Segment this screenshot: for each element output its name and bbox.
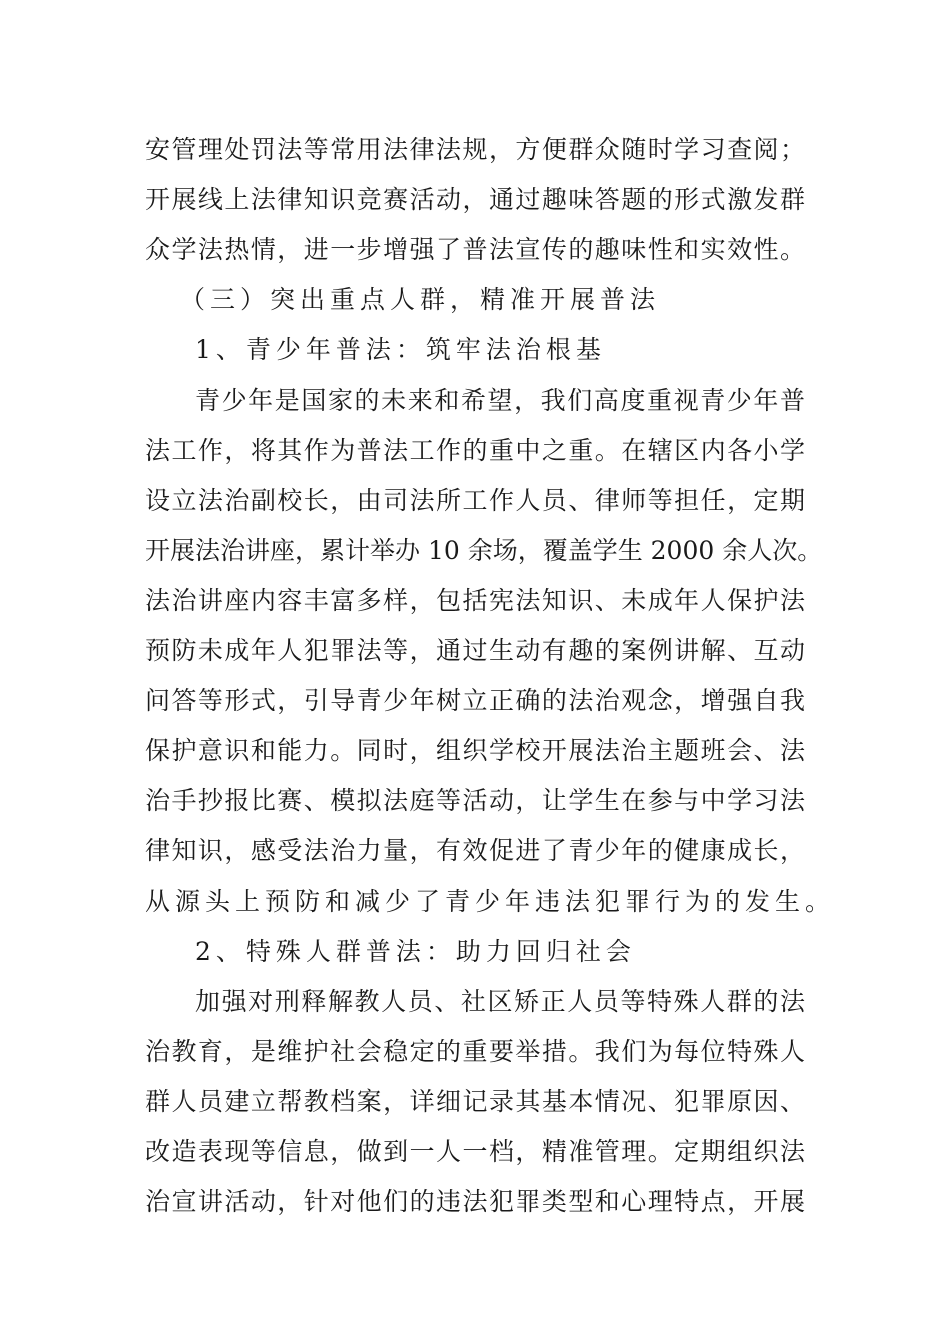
text-line: 法工作，将其作为普法工作的重中之重。在辖区内各小学 — [145, 435, 805, 465]
text-line: 律知识，感受法治力量，有效促进了青少年的健康成长， — [145, 836, 805, 866]
text-line: 设立法治副校长，由司法所工作人员、律师等担任，定期 — [145, 485, 805, 515]
text-line: 法治讲座内容丰富多样，包括宪法知识、未成年人保护法 — [145, 585, 805, 615]
section-heading: 1、青少年普法：筑牢法治根基 — [195, 335, 606, 365]
text-line: 群人员建立帮教档案，详细记录其基本情况、犯罪原因、 — [145, 1086, 805, 1116]
text-line: 保护意识和能力。同时，组织学校开展法治主题班会、法 — [145, 736, 805, 766]
text-line: 开展法治讲座，累计举办 10 余场，覆盖学生 2000 余人次。 — [145, 535, 823, 565]
text-line: 预防未成年人犯罪法等，通过生动有趣的案例讲解、互动 — [145, 636, 805, 665]
section-heading: 2、特殊人群普法：助力回归社会 — [195, 936, 636, 966]
text-line: 安管理处罚法等常用法律法规，方便群众随时学习查阅； — [145, 135, 805, 164]
section-heading: （三）突出重点人群，精准开展普法 — [180, 285, 661, 315]
text-line: 青少年是国家的未来和希望，我们高度重视青少年普 — [195, 385, 805, 415]
text-line: 治宣讲活动，针对他们的违法犯罪类型和心理特点，开展 — [145, 1187, 805, 1217]
text-line: 开展线上法律知识竞赛活动，通过趣味答题的形式激发群 — [145, 185, 805, 215]
text-line: 改造表现等信息，做到一人一档，精准管理。定期组织法 — [145, 1137, 805, 1166]
text-line: 问答等形式，引导青少年树立正确的法治观念，增强自我 — [145, 686, 805, 716]
text-line: 从源头上预防和减少了青少年违法犯罪行为的发生。 — [145, 886, 836, 916]
text-line: 众学法热情，进一步增强了普法宣传的趣味性和实效性。 — [145, 235, 805, 265]
text-line: 治手抄报比赛、模拟法庭等活动，让学生在参与中学习法 — [145, 786, 805, 816]
text-line: 治教育，是维护社会稳定的重要举措。我们为每位特殊人 — [145, 1036, 805, 1066]
text-line: 加强对刑释解教人员、社区矫正人员等特殊人群的法 — [195, 986, 805, 1016]
